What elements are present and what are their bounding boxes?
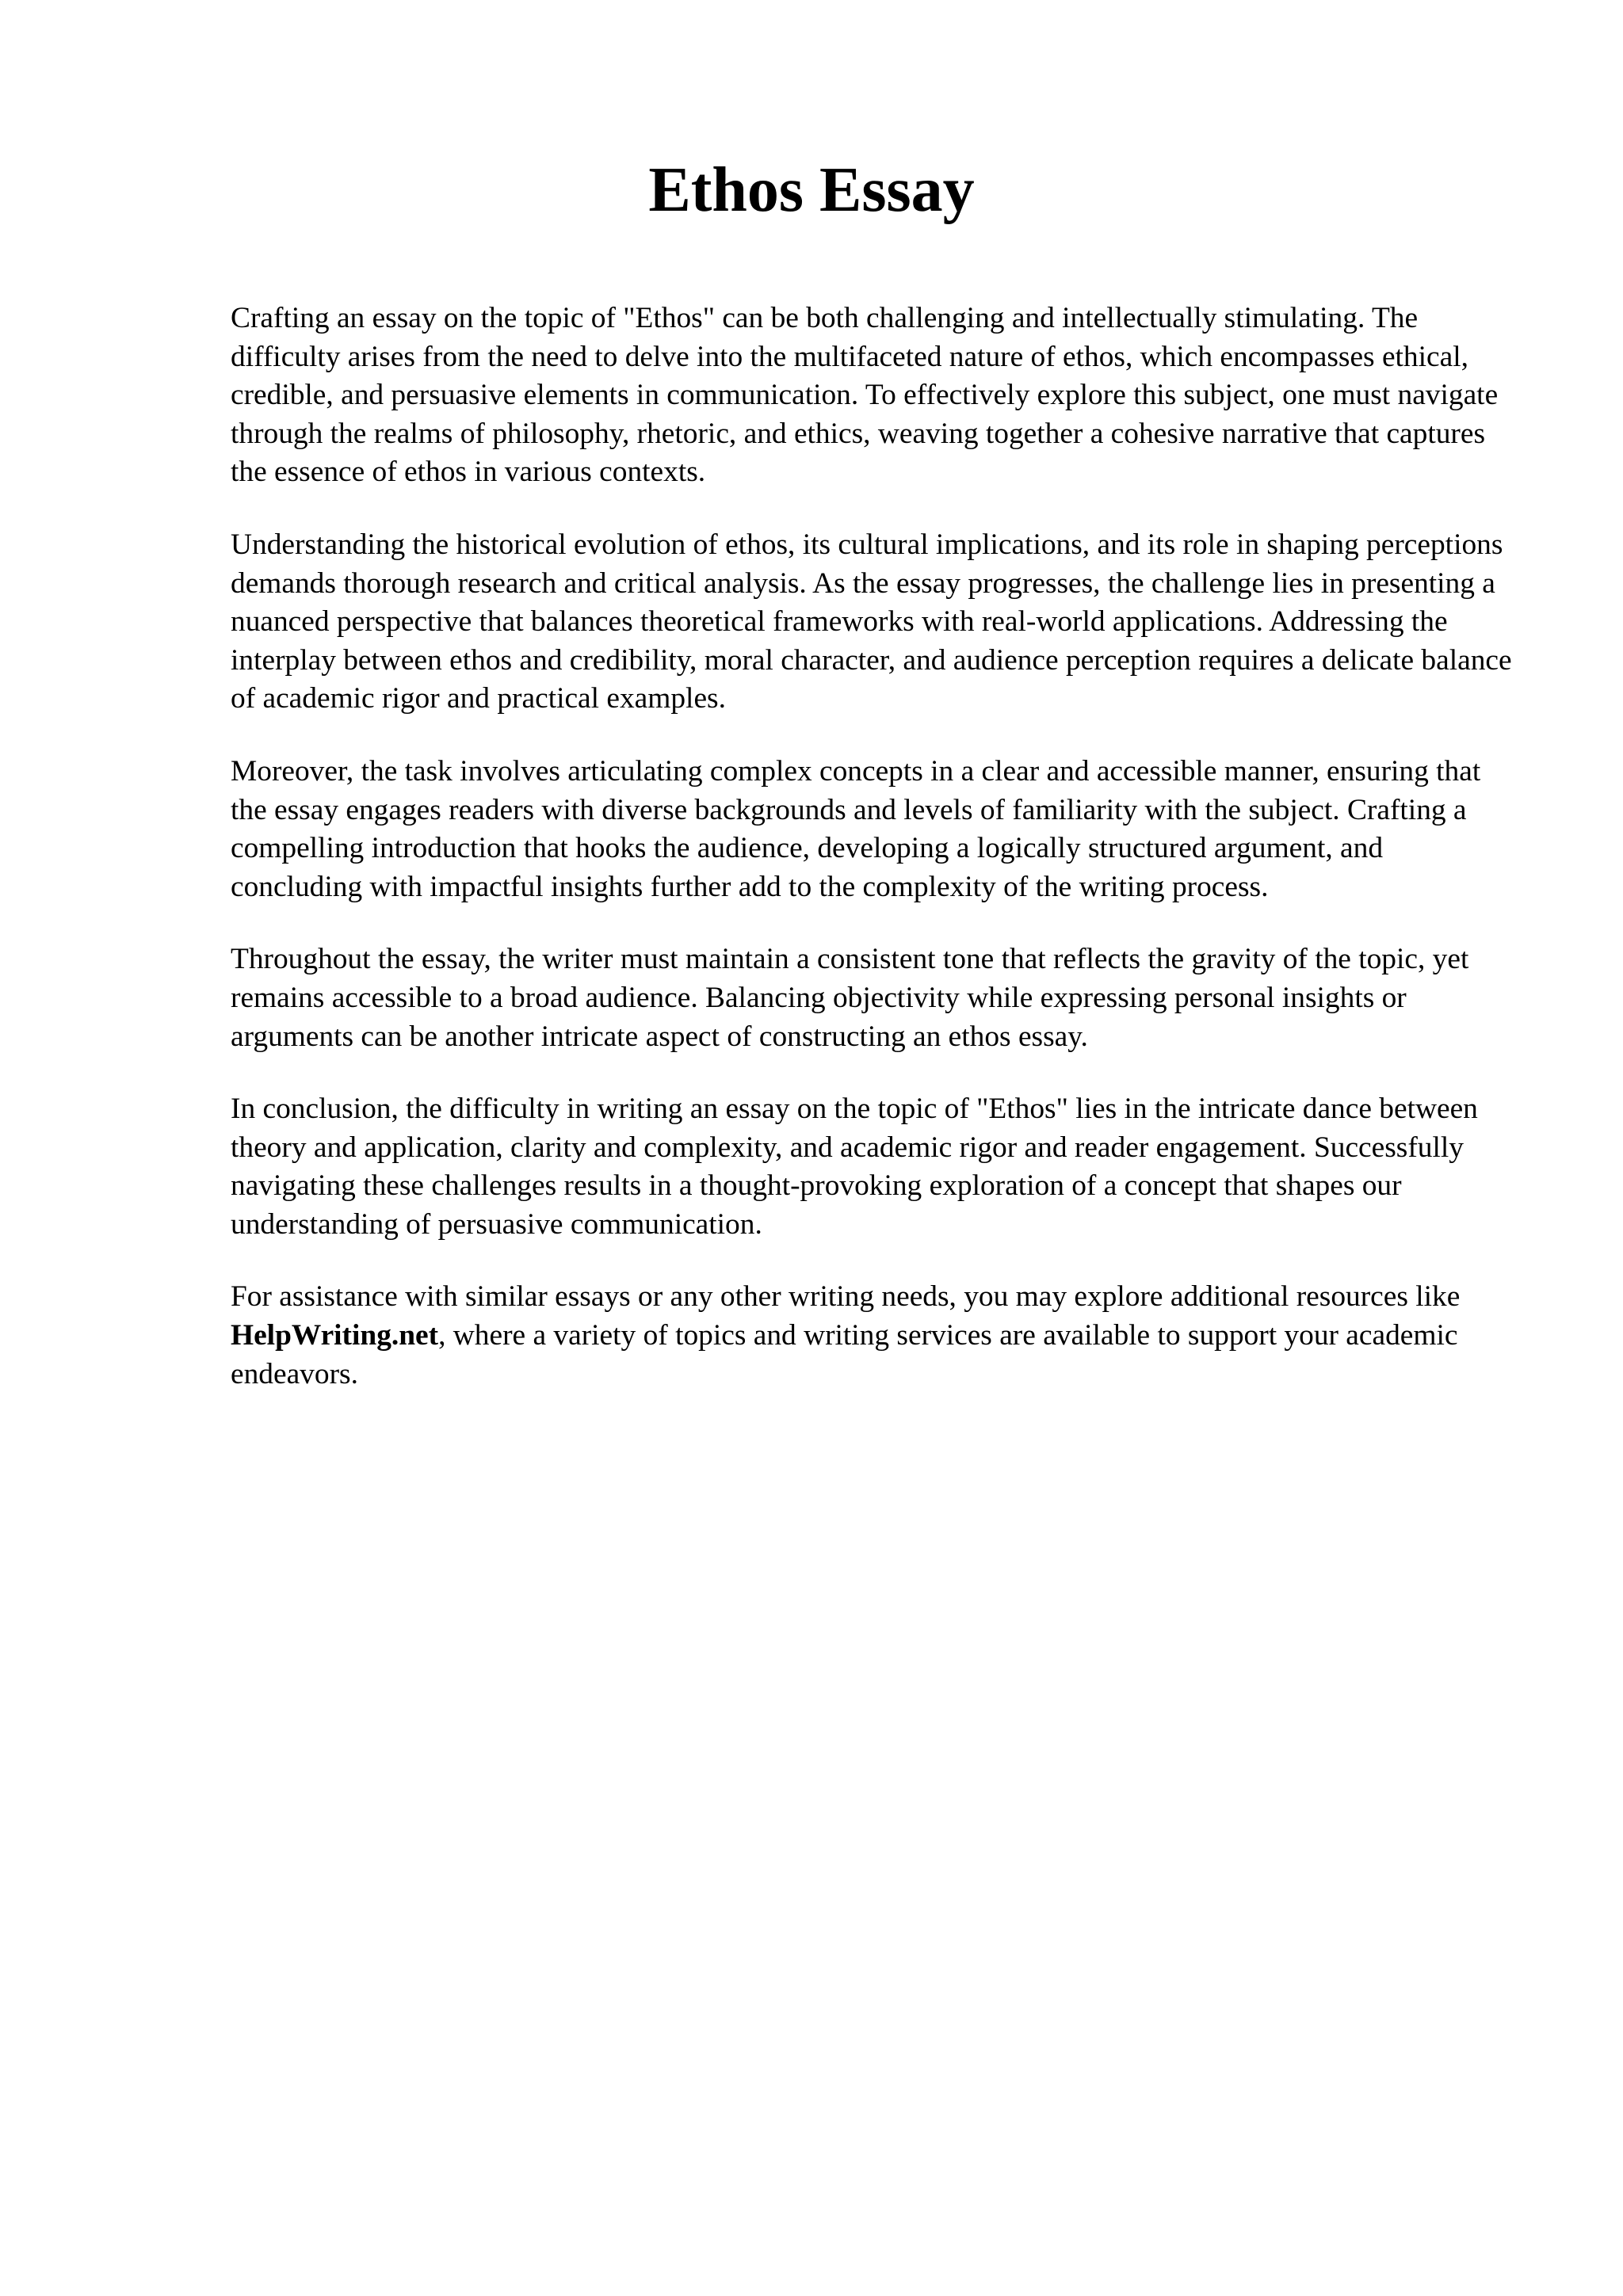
helpwriting-link[interactable]: HelpWriting.net (231, 1319, 439, 1352)
closing-paragraph (231, 1278, 1514, 1394)
paragraph-5: In conclusion, the difficulty in writing an essay on the topic of "Ethos" lies in the intricate dance between theory and application, clarity and complexity, and academic rigor and reader engagement. Successfully navigating these challenges results in a thought-provoking exploration of a concept that shapes our understanding of persuasive communication. (231, 1093, 1478, 1241)
closing-text-after: , where a variety of topics and writing services are available to support your academic endeavors. (231, 1319, 1458, 1390)
closing-text-before: For assistance with similar essays or any other writing needs, you may explore additional resources like (231, 1280, 1461, 1314)
essay-body (231, 299, 1514, 1428)
page-title: Ethos Essay (648, 155, 975, 225)
paragraph-1: Crafting an essay on the topic of "Ethos" can be both challenging and intellectually stimulating. The difficulty arises from the need to delve into the multifaceted nature of ethos, which encompasses ethical, credible, and persuasive elements in communication. To effectively explore this subject, one must navigate through the realms of philosophy, rhetoric, and ethics, weaving together a cohesive narrative that captures the essence of ethos in various contexts. (231, 302, 1499, 489)
paragraph-4: Throughout the essay, the writer must maintain a consistent tone that reflects the gravity of the topic, yet remains accessible to a broad audience. Balancing objectivity while expressing personal insights or arguments can be another intricate aspect of constructing an ethos essay. (231, 943, 1469, 1053)
paragraph-2: Understanding the historical evolution of ethos, its cultural implications, and its role in shaping perceptions demands thorough research and critical analysis. As the essay progresses, the challenge lies in presenting a nuanced perspective that balances theoretical frameworks with real-world applications. Addressing the interplay between ethos and credibility, moral character, and audience perception requires a delicate balance of academic rigor and practical examples. (231, 528, 1512, 715)
paragraph-3: Moreover, the task involves articulating complex concepts in a clear and accessible manner, ensuring that the essay engages readers with diverse backgrounds and levels of familiarity with the subject. Crafting a compelling introduction that hooks the audience, developing a logically structured argument, and concluding with impactful insights further add to the complexity of the writing process. (231, 754, 1481, 903)
